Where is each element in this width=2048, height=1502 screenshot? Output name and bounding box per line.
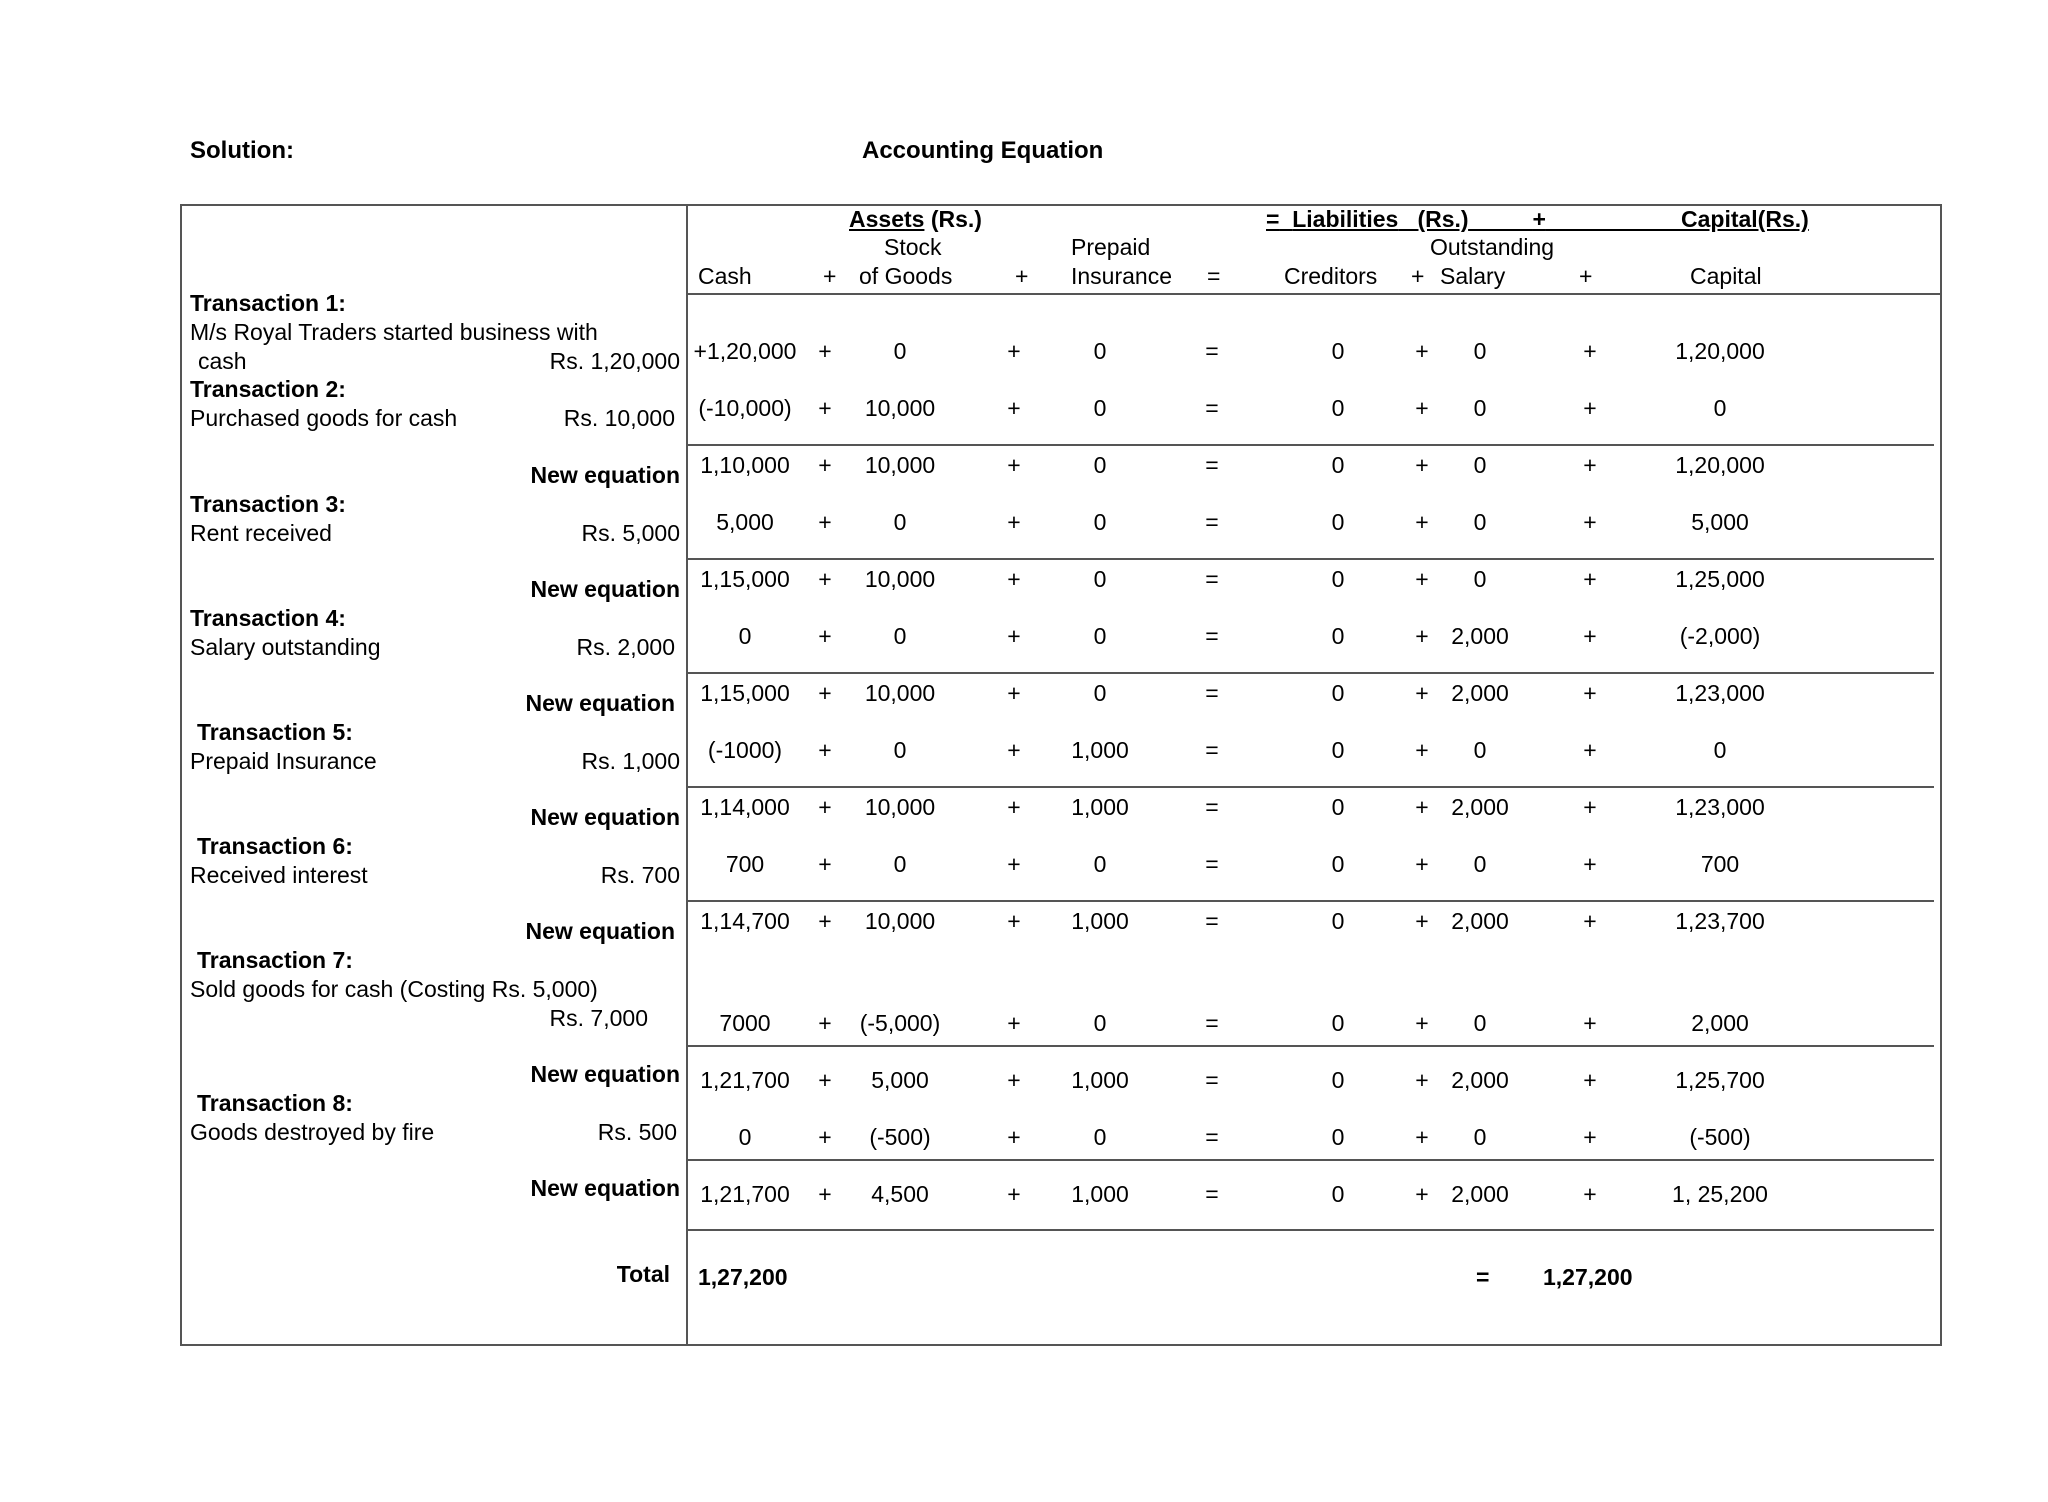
salary-value: 0 [1473,851,1487,877]
plus-sign: + [1583,395,1597,421]
transaction-amount: Rs. 500 [597,1119,677,1145]
plus-sign: + [1007,680,1021,706]
salary-value: 2,000 [1451,623,1509,649]
plus-sign: + [1415,1067,1429,1093]
plus-sign: + [1415,623,1429,649]
column-divider [686,204,688,1346]
section-rule [688,672,1934,674]
plus-sign: + [1583,908,1597,934]
equals-sign: = [1205,623,1219,649]
stock-header-line1: Stock [884,234,942,260]
new-equation-label: New equation [525,690,675,716]
plus-sign: + [1415,509,1429,535]
transaction-title: Transaction 8: [197,1090,353,1116]
transaction-amount: Rs. 5,000 [581,520,680,546]
plus-sign: + [818,794,832,820]
transaction-description: cash [198,348,247,374]
total-label: Total [616,1261,670,1287]
plus-sign: + [823,263,837,289]
cash-value: 5,000 [716,509,774,535]
cash-value: 1,15,000 [700,680,790,706]
transaction-description: Purchased goods for cash [190,405,458,431]
stock-value: 5,000 [871,1067,929,1093]
total-liabilities-capital: 1,27,200 [1543,1264,1633,1290]
insurance-value: 1,000 [1071,908,1129,934]
insurance-column-header: Insurance [1071,263,1173,289]
plus-sign: + [818,1181,832,1207]
insurance-value: 0 [1093,1010,1107,1036]
plus-sign: + [1579,263,1593,289]
salary-value: 2,000 [1451,908,1509,934]
plus-sign: + [1415,566,1429,592]
plus-sign: + [1415,1124,1429,1150]
stock-value: 10,000 [864,395,936,421]
plus-sign: + [1415,338,1429,364]
stock-value: 0 [893,623,907,649]
header-rule [686,293,1942,295]
plus-sign: + [1415,1010,1429,1036]
plus-sign: + [1007,851,1021,877]
equals-sign: = [1205,338,1219,364]
stock-value: 0 [893,338,907,364]
insurance-value: 1,000 [1071,737,1129,763]
salary-column-header: Salary [1440,263,1506,289]
plus-sign: + [1007,509,1021,535]
plus-sign: + [1007,1067,1021,1093]
total-equals: = [1476,1264,1490,1290]
capital-value: 5,000 [1691,509,1749,535]
cash-value: 700 [725,851,765,877]
creditors-value: 0 [1331,1010,1345,1036]
section-rule [688,558,1934,560]
new-equation-label: New equation [530,462,680,488]
transaction-description: Sold goods for cash (Costing Rs. 5,000) [190,976,598,1002]
plus-sign: + [1583,509,1597,535]
cash-value: 7000 [719,1010,771,1036]
solution-label: Solution: [190,137,294,164]
equals-sign: = [1205,1010,1219,1036]
cash-value: (-1000) [707,737,783,763]
cash-value: 1,21,700 [700,1181,790,1207]
plus-sign: + [818,395,832,421]
plus-sign: + [1007,623,1021,649]
equals-sign: = [1205,566,1219,592]
capital-value: 1,25,700 [1675,1067,1765,1093]
cash-value: 1,14,700 [700,908,790,934]
plus-sign: + [1583,338,1597,364]
insurance-value: 1,000 [1071,1067,1129,1093]
plus-sign: + [1415,680,1429,706]
insurance-value: 0 [1093,680,1107,706]
transaction-title: Transaction 4: [190,605,346,631]
cash-value: 1,10,000 [700,452,790,478]
salary-value: 0 [1473,509,1487,535]
plus-sign: + [1583,1181,1597,1207]
plus-sign: + [818,908,832,934]
plus-sign: + [818,1067,832,1093]
plus-sign: + [1415,452,1429,478]
plus-sign: + [818,338,832,364]
capital-value: 1,23,000 [1675,680,1765,706]
transaction-amount: Rs. 1,20,000 [549,348,680,374]
stock-value: (-500) [869,1124,931,1150]
salary-value: 0 [1473,395,1487,421]
plus-sign: + [1415,851,1429,877]
equals-sign: = [1205,737,1219,763]
insurance-value: 0 [1093,509,1107,535]
creditors-value: 0 [1331,566,1345,592]
stock-value: 10,000 [864,566,936,592]
stock-value: 0 [893,509,907,535]
capital-column-header: Capital [1690,263,1762,289]
plus-sign: + [1583,851,1597,877]
section-rule [688,1159,1934,1161]
transaction-title: Transaction 6: [197,833,353,859]
transaction-title: Transaction 2: [190,376,346,402]
stock-value: 10,000 [864,680,936,706]
transaction-title: Transaction 1: [190,290,346,316]
creditors-value: 0 [1331,908,1345,934]
transaction-title: Transaction 3: [190,491,346,517]
plus-sign: + [1415,794,1429,820]
plus-sign: + [818,1010,832,1036]
insurance-value: 0 [1093,338,1107,364]
new-equation-label: New equation [525,918,675,944]
capital-value: 1, 25,200 [1672,1181,1768,1207]
cash-value: 1,21,700 [700,1067,790,1093]
plus-sign: + [1583,680,1597,706]
plus-sign: + [1583,1010,1597,1036]
transaction-amount: Rs. 2,000 [576,634,675,660]
new-equation-label: New equation [530,576,680,602]
transaction-description: Prepaid Insurance [190,748,377,774]
plus-sign: + [818,851,832,877]
creditors-value: 0 [1331,623,1345,649]
new-equation-label: New equation [530,1061,680,1087]
creditors-value: 0 [1331,1124,1345,1150]
plus-sign: + [1415,908,1429,934]
insurance-value: 0 [1093,623,1107,649]
plus-sign: + [818,680,832,706]
capital-value: 1,20,000 [1675,338,1765,364]
salary-value: 0 [1473,1010,1487,1036]
section-rule [688,1045,1934,1047]
plus-sign: + [1415,1181,1429,1207]
plus-sign: + [1007,338,1021,364]
creditors-value: 0 [1331,794,1345,820]
equals-sign: = [1205,1124,1219,1150]
salary-value: 0 [1473,1124,1487,1150]
capital-value: 1,20,000 [1675,452,1765,478]
equals-sign: = [1205,452,1219,478]
cash-value: 0 [738,623,752,649]
plus-sign: + [818,623,832,649]
salary-value: 2,000 [1451,1181,1509,1207]
plus-sign: + [1015,263,1029,289]
cash-value: (-10,000) [698,395,792,421]
equals-sign: = [1205,509,1219,535]
transaction-amount: Rs. 700 [600,862,680,888]
equals-sign: = [1205,395,1219,421]
total-assets: 1,27,200 [698,1264,788,1290]
stock-value: 10,000 [864,908,936,934]
plus-sign: + [1007,1124,1021,1150]
capital-value: 1,25,000 [1675,566,1765,592]
plus-sign: + [1583,623,1597,649]
plus-sign: + [1007,794,1021,820]
new-equation-label: New equation [530,1175,680,1201]
salary-value: 2,000 [1451,680,1509,706]
prepaid-header-line1: Prepaid [1071,234,1151,260]
plus-sign: + [818,566,832,592]
transaction-title: Transaction 7: [197,947,353,973]
plus-sign: + [818,452,832,478]
capital-value: 1,23,000 [1675,794,1765,820]
stock-column-header: of Goods [859,263,953,289]
insurance-value: 0 [1093,566,1107,592]
section-rule [688,786,1934,788]
plus-sign: + [1415,737,1429,763]
outstanding-header-line1: Outstanding [1430,234,1555,260]
plus-sign: + [1411,263,1425,289]
stock-value: 10,000 [864,794,936,820]
plus-sign: + [1583,1124,1597,1150]
insurance-value: 0 [1093,452,1107,478]
creditors-value: 0 [1331,680,1345,706]
transaction-title: Transaction 5: [197,719,353,745]
creditors-value: 0 [1331,851,1345,877]
cash-value: 0 [738,1124,752,1150]
liabilities-heading: = Liabilities (Rs.) + [1266,206,1546,232]
equation-table [180,204,1942,1346]
section-rule [688,900,1934,902]
plus-sign: + [1007,566,1021,592]
salary-value: 0 [1473,737,1487,763]
document-title: Accounting Equation [862,137,1104,164]
stock-value: 10,000 [864,452,936,478]
salary-value: 2,000 [1451,794,1509,820]
plus-sign: + [1583,794,1597,820]
capital-heading: Capital(Rs.) [1681,206,1809,232]
stock-value: 0 [893,851,907,877]
capital-value: 700 [1700,851,1740,877]
section-rule [688,1229,1934,1231]
insurance-value: 1,000 [1071,1181,1129,1207]
equals-sign: = [1205,794,1219,820]
plus-sign: + [818,1124,832,1150]
transaction-amount: Rs. 10,000 [563,405,675,431]
salary-value: 0 [1473,452,1487,478]
transaction-amount: Rs. 7,000 [549,1005,648,1031]
cash-value: 1,14,000 [700,794,790,820]
insurance-value: 0 [1093,851,1107,877]
creditors-value: 0 [1331,509,1345,535]
creditors-value: 0 [1331,395,1345,421]
insurance-value: 1,000 [1071,794,1129,820]
plus-sign: + [1583,452,1597,478]
equals-sign: = [1205,680,1219,706]
transaction-description: Rent received [190,520,332,546]
capital-value: 1,23,700 [1675,908,1765,934]
cash-column-header: Cash [698,263,752,289]
transaction-description: Goods destroyed by fire [190,1119,435,1145]
insurance-value: 0 [1093,395,1107,421]
cash-value: 1,15,000 [700,566,790,592]
cash-value: +1,20,000 [693,338,797,364]
stock-value: (-5,000) [859,1010,941,1036]
section-rule [688,444,1934,446]
salary-value: 2,000 [1451,1067,1509,1093]
plus-sign: + [1007,395,1021,421]
plus-sign: + [818,737,832,763]
creditors-column-header: Creditors [1284,263,1378,289]
plus-sign: + [1583,566,1597,592]
new-equation-label: New equation [530,804,680,830]
plus-sign: + [1007,737,1021,763]
salary-value: 0 [1473,566,1487,592]
creditors-value: 0 [1331,1067,1345,1093]
creditors-value: 0 [1331,338,1345,364]
assets-heading: Assets (Rs.) [849,206,982,232]
transaction-description: Salary outstanding [190,634,381,660]
equals-sign: = [1207,263,1221,289]
equals-sign: = [1205,1181,1219,1207]
transaction-amount: Rs. 1,000 [581,748,680,774]
plus-sign: + [1007,452,1021,478]
plus-sign: + [1415,395,1429,421]
salary-value: 0 [1473,338,1487,364]
stock-value: 0 [893,737,907,763]
creditors-value: 0 [1331,737,1345,763]
capital-value: (-2,000) [1679,623,1761,649]
creditors-value: 0 [1331,1181,1345,1207]
plus-sign: + [1007,1010,1021,1036]
transaction-description: M/s Royal Traders started business with [190,319,598,345]
plus-sign: + [1007,1181,1021,1207]
stock-value: 4,500 [871,1181,929,1207]
creditors-value: 0 [1331,452,1345,478]
capital-value: 2,000 [1691,1010,1749,1036]
capital-value: 0 [1713,737,1727,763]
plus-sign: + [1583,737,1597,763]
equals-sign: = [1205,1067,1219,1093]
plus-sign: + [1583,1067,1597,1093]
capital-value: (-500) [1689,1124,1751,1150]
equals-sign: = [1205,851,1219,877]
equals-sign: = [1205,908,1219,934]
plus-sign: + [818,509,832,535]
insurance-value: 0 [1093,1124,1107,1150]
plus-sign: + [1007,908,1021,934]
capital-value: 0 [1713,395,1727,421]
transaction-description: Received interest [190,862,368,888]
